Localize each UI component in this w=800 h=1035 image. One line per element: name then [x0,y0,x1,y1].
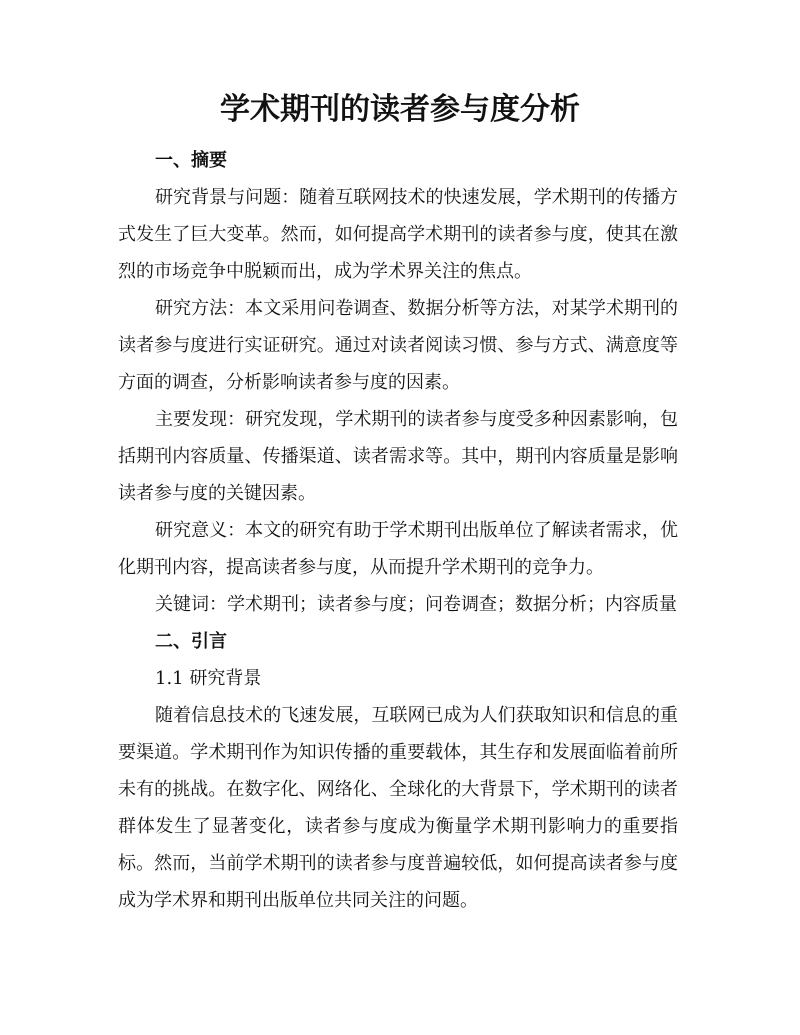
abstract-findings-paragraph: 主要发现：研究发现，学术期刊的读者参与度受多种因素影响，包括期刊内容质量、传播渠道、读者需求等。其中，期刊内容质量是影响读者参与度的关键因素。 [118,409,678,504]
introduction-heading: 二、引言 [155,631,227,652]
abstract-significance-paragraph: 研究意义：本文的研究有助于学术期刊出版单位了解读者需求，优化期刊内容，提高读者参与度，从而提升学术期刊的竞争力。 [118,520,678,578]
document-body [118,142,678,919]
abstract-method-paragraph: 研究方法：本文采用问卷调查、数据分析等方法，对某学术期刊的读者参与度进行实证研究。通过对读者阅读习惯、参与方式、满意度等方面的调查，分析影响读者参与度的因素。 [118,298,678,393]
keywords-paragraph: 关键词：学术期刊；读者参与度；问卷调查；数据分析；内容质量 [155,594,677,615]
research-background-subheading: 1.1 研究背景 [155,668,262,689]
document-title: 学术期刊的读者参与度分析 [220,92,580,127]
abstract-background-paragraph: 研究背景与问题：随着互联网技术的快速发展，学术期刊的传播方式发生了巨大变革。然而，如何提高学术期刊的读者参与度，使其在激烈的市场竞争中脱颖而出，成为学术界关注的焦点。 [118,187,678,282]
research-background-paragraph: 随着信息技术的飞速发展，互联网已成为人们获取知识和信息的重要渠道。学术期刊作为知识传播的重要载体，其生存和发展面临着前所未有的挑战。在数字化、网络化、全球化的大背景下，学术期刊的读者群体发生了显著变化，读者参与度成为衡量学术期刊影响力的重要指标。然而，当前学术期刊的读者参与度普遍较低，如何提高读者参与度成为学术界和期刊出版单位共同关注的问题。 [118,705,678,911]
abstract-heading: 一、摘要 [155,150,227,171]
